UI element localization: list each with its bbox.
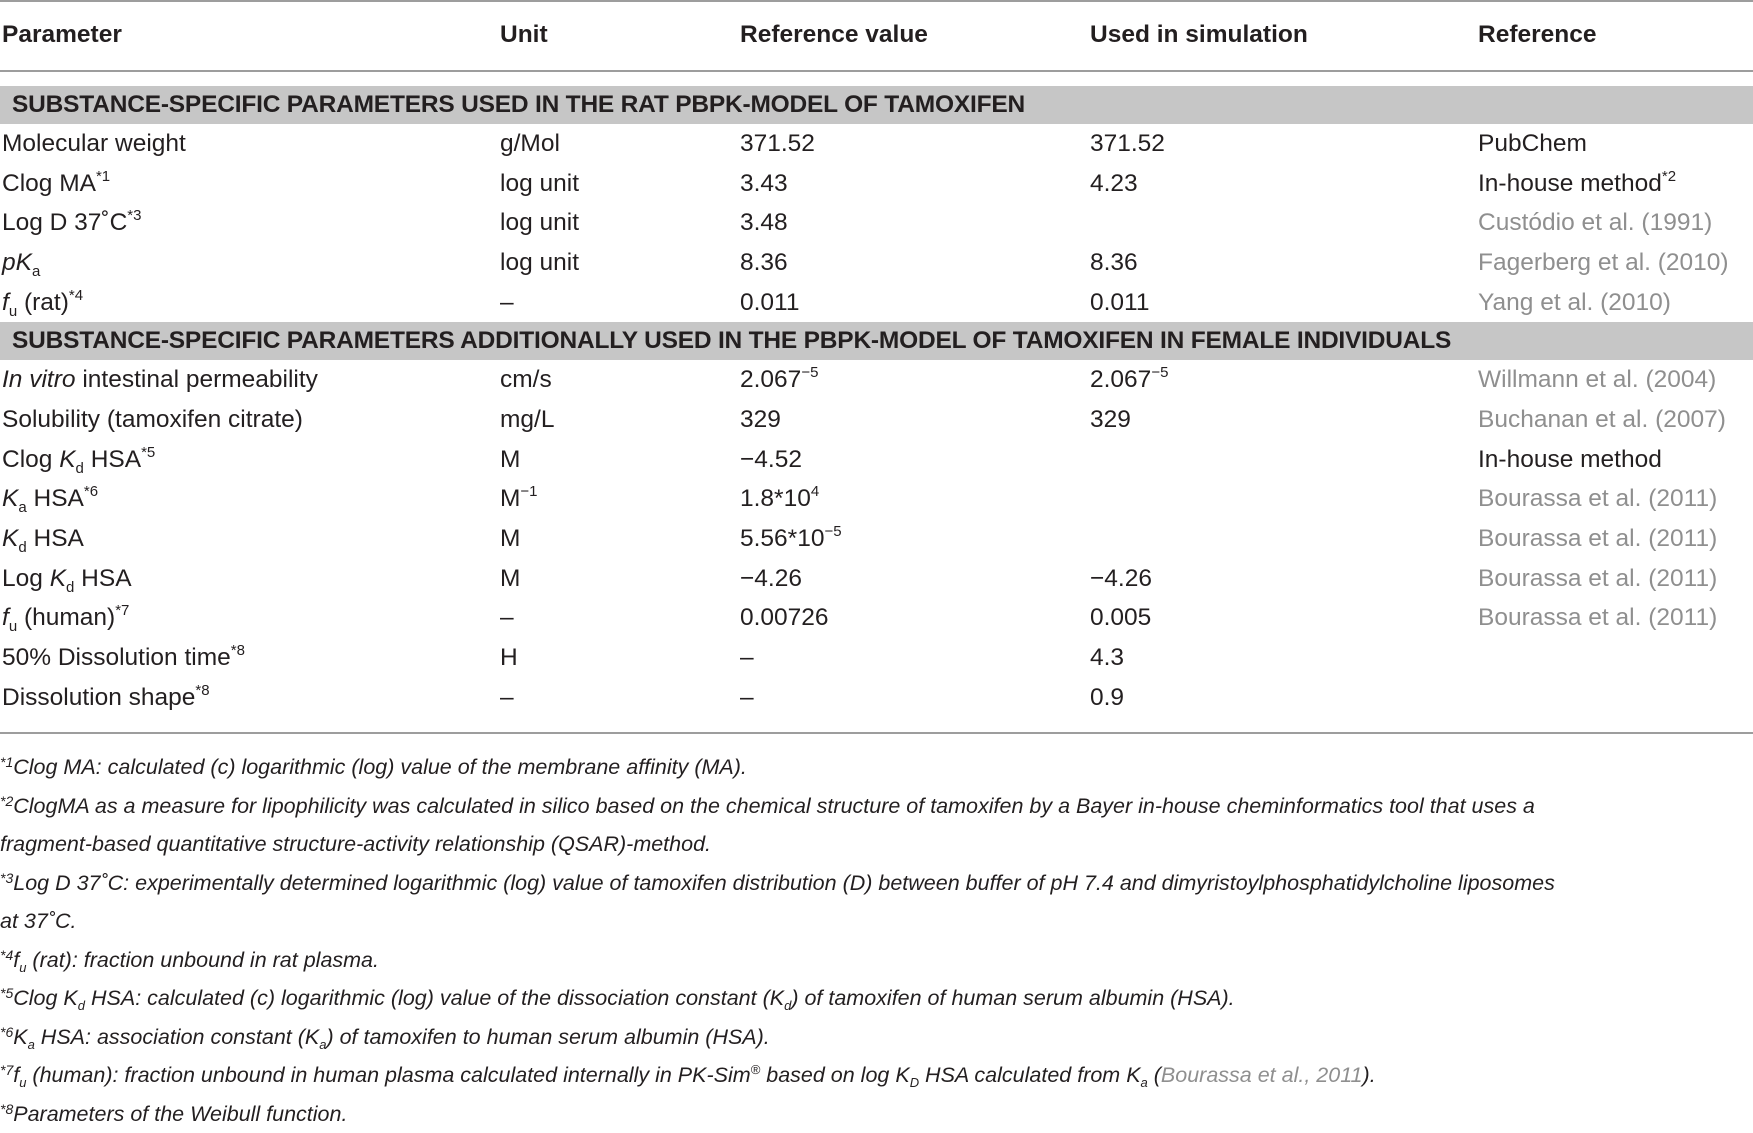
- header-used-in-simulation: Used in simulation: [1088, 1, 1476, 71]
- table-row: [0, 678, 1753, 718]
- table-row: [0, 440, 1753, 480]
- reference-cell: PubChem: [1476, 124, 1753, 164]
- table-header-row: [0, 1, 1753, 71]
- reference-cell: [1476, 678, 1753, 718]
- table-row: [0, 599, 1753, 639]
- table-row: [0, 124, 1753, 164]
- table-row: [0, 638, 1753, 678]
- ref-value-cell: $1.8*10^4$: [738, 480, 1088, 520]
- table-footnotes: [0, 748, 1753, 1133]
- sim-value-cell: −4.26: [1088, 559, 1476, 599]
- reference-cell: [1476, 638, 1753, 678]
- param-cell: Molecular weight: [0, 124, 498, 164]
- footnote-1: $^{*1}$Clog MA: calculated (c) logarithmic (log) value of the membrane affinity (MA).: [0, 748, 1753, 787]
- ref-value-cell: 8.36: [738, 243, 1088, 283]
- header-unit: Unit: [498, 1, 738, 71]
- reference-link[interactable]: Yang et al. (2010): [1476, 283, 1753, 323]
- param-cell: Solubility (tamoxifen citrate): [0, 400, 498, 440]
- ref-value-cell: 3.43: [738, 164, 1088, 204]
- header-reference: Reference: [1476, 1, 1753, 71]
- param-cell: Dissolution shape$^{*8}$: [0, 678, 498, 718]
- unit-cell: $M^{-1}$: [498, 480, 738, 520]
- param-cell: 50% Dissolution time$^{*8}$: [0, 638, 498, 678]
- table-row: [0, 360, 1753, 400]
- reference-link[interactable]: Willmann et al. (2004): [1476, 360, 1753, 400]
- unit-cell: M: [498, 519, 738, 559]
- ref-value-cell: $2.067^{-5}$: [738, 360, 1088, 400]
- unit-cell: mg/L: [498, 400, 738, 440]
- citation-link[interactable]: Bourassa et al., 2011: [1161, 1063, 1363, 1087]
- ref-value-cell: −4.52: [738, 440, 1088, 480]
- sim-value-cell: $2.067^{-5}$: [1088, 360, 1476, 400]
- reference-link[interactable]: Bourassa et al. (2011): [1476, 519, 1753, 559]
- reference-link[interactable]: Bourassa et al. (2011): [1476, 480, 1753, 520]
- sim-value-cell: [1088, 519, 1476, 559]
- param-cell: Clog MA$^{*1}$: [0, 164, 498, 204]
- ref-value-cell: 371.52: [738, 124, 1088, 164]
- unit-cell: –: [498, 599, 738, 639]
- footnote-3: $^{*3}$Log D 37˚C: experimentally determined logarithmic (log) value of tamoxifen distribution (D) between buffer of pH 7.4 and dimyristoylphosphatidylcholine liposomes: [0, 864, 1753, 903]
- ref-value-cell: 329: [738, 400, 1088, 440]
- table-row: [0, 559, 1753, 599]
- unit-cell: log unit: [498, 164, 738, 204]
- reference-link[interactable]: Bourassa et al. (2011): [1476, 599, 1753, 639]
- reference-link[interactable]: Buchanan et al. (2007): [1476, 400, 1753, 440]
- footnote-2-cont: fragment-based quantitative structure-activity relationship (QSAR)-method.: [0, 825, 1753, 864]
- section-title: SUBSTANCE-SPECIFIC PARAMETERS ADDITIONALLY USED IN THE PBPK-MODEL OF TAMOXIFEN IN FEMALE INDIVIDUALS: [0, 322, 1753, 360]
- unit-cell: log unit: [498, 203, 738, 243]
- unit-cell: log unit: [498, 243, 738, 283]
- param-cell: $f_u$ (rat)$^{*4}$: [0, 283, 498, 323]
- ref-value-cell: –: [738, 638, 1088, 678]
- table-row: [0, 400, 1753, 440]
- header-parameter: Parameter: [0, 1, 498, 71]
- footnote-3-cont: at 37˚C.: [0, 902, 1753, 941]
- ref-value-cell: 0.011: [738, 283, 1088, 323]
- unit-cell: M: [498, 440, 738, 480]
- param-cell: $f_u$ (human)$^{*7}$: [0, 599, 498, 639]
- param-cell: Log $K_d$ HSA: [0, 559, 498, 599]
- param-cell: In vitro intestinal permeability: [0, 360, 498, 400]
- reference-cell: In-house method$^{*2}$: [1476, 164, 1753, 204]
- reference-link[interactable]: Fagerberg et al. (2010): [1476, 243, 1753, 283]
- sim-value-cell: [1088, 480, 1476, 520]
- sim-value-cell: [1088, 440, 1476, 480]
- footnote-7: $^{*7}f_u$ (human): fraction unbound in human plasma calculated internally in PK-Sim® based on $\log K_D$ HSA calculated from $K_a$ (Bourassa et al., 2011).: [0, 1056, 1753, 1095]
- reference-link[interactable]: Custódio et al. (1991): [1476, 203, 1753, 243]
- table-row: [0, 203, 1753, 243]
- footnote-8: $^{*8}$Parameters of the Weibull function.: [0, 1095, 1753, 1133]
- param-cell: Log D $37˚C^{*3}$: [0, 203, 498, 243]
- unit-cell: g/Mol: [498, 124, 738, 164]
- table-row: [0, 283, 1753, 323]
- param-cell: $pK_a$: [0, 243, 498, 283]
- sim-value-cell: [1088, 203, 1476, 243]
- footnote-5: $^{*5}$Clog $K_d$ HSA: calculated (c) logarithmic (log) value of the dissociation constant $(K_d)$ of tamoxifen of human serum albumin (HSA).: [0, 979, 1753, 1018]
- param-cell: $K_d$ HSA: [0, 519, 498, 559]
- section-header-rat: [0, 86, 1753, 124]
- sim-value-cell: 329: [1088, 400, 1476, 440]
- reference-cell: In-house method: [1476, 440, 1753, 480]
- section-header-female: [0, 322, 1753, 360]
- unit-cell: cm/s: [498, 360, 738, 400]
- ref-value-cell: 0.00726: [738, 599, 1088, 639]
- ref-value-cell: −4.26: [738, 559, 1088, 599]
- sim-value-cell: 4.3: [1088, 638, 1476, 678]
- unit-cell: M: [498, 559, 738, 599]
- unit-cell: H: [498, 638, 738, 678]
- sim-value-cell: 371.52: [1088, 124, 1476, 164]
- ref-value-cell: 3.48: [738, 203, 1088, 243]
- header-reference-value: Reference value: [738, 1, 1088, 71]
- sim-value-cell: 0.005: [1088, 599, 1476, 639]
- unit-cell: –: [498, 283, 738, 323]
- table-row: [0, 480, 1753, 520]
- footnote-2: $^{*2}$ClogMA as a measure for lipophilicity was calculated in silico based on the chemical structure of tamoxifen by a Bayer in-house cheminformatics tool that uses a: [0, 787, 1753, 826]
- section-title: SUBSTANCE-SPECIFIC PARAMETERS USED IN THE RAT PBPK-MODEL OF TAMOXIFEN: [0, 86, 1753, 124]
- ref-value-cell: $5.56*10^{-5}$: [738, 519, 1088, 559]
- footnote-6: $^{*6}K_a$ HSA: association constant $(K_a)$ of tamoxifen to human serum albumin (HSA).: [0, 1018, 1753, 1057]
- sim-value-cell: 0.9: [1088, 678, 1476, 718]
- param-cell: $K_a$ HSA$^{*6}$: [0, 480, 498, 520]
- unit-cell: –: [498, 678, 738, 718]
- sim-value-cell: 0.011: [1088, 283, 1476, 323]
- reference-link[interactable]: Bourassa et al. (2011): [1476, 559, 1753, 599]
- sim-value-cell: 8.36: [1088, 243, 1476, 283]
- table-row: [0, 519, 1753, 559]
- table-row: [0, 243, 1753, 283]
- footnote-4: $^{*4}f_u$ (rat): fraction unbound in rat plasma.: [0, 941, 1753, 980]
- param-cell: Clog $K_d$ HSA$^{*5}$: [0, 440, 498, 480]
- table-row: [0, 164, 1753, 204]
- sim-value-cell: 4.23: [1088, 164, 1476, 204]
- ref-value-cell: –: [738, 678, 1088, 718]
